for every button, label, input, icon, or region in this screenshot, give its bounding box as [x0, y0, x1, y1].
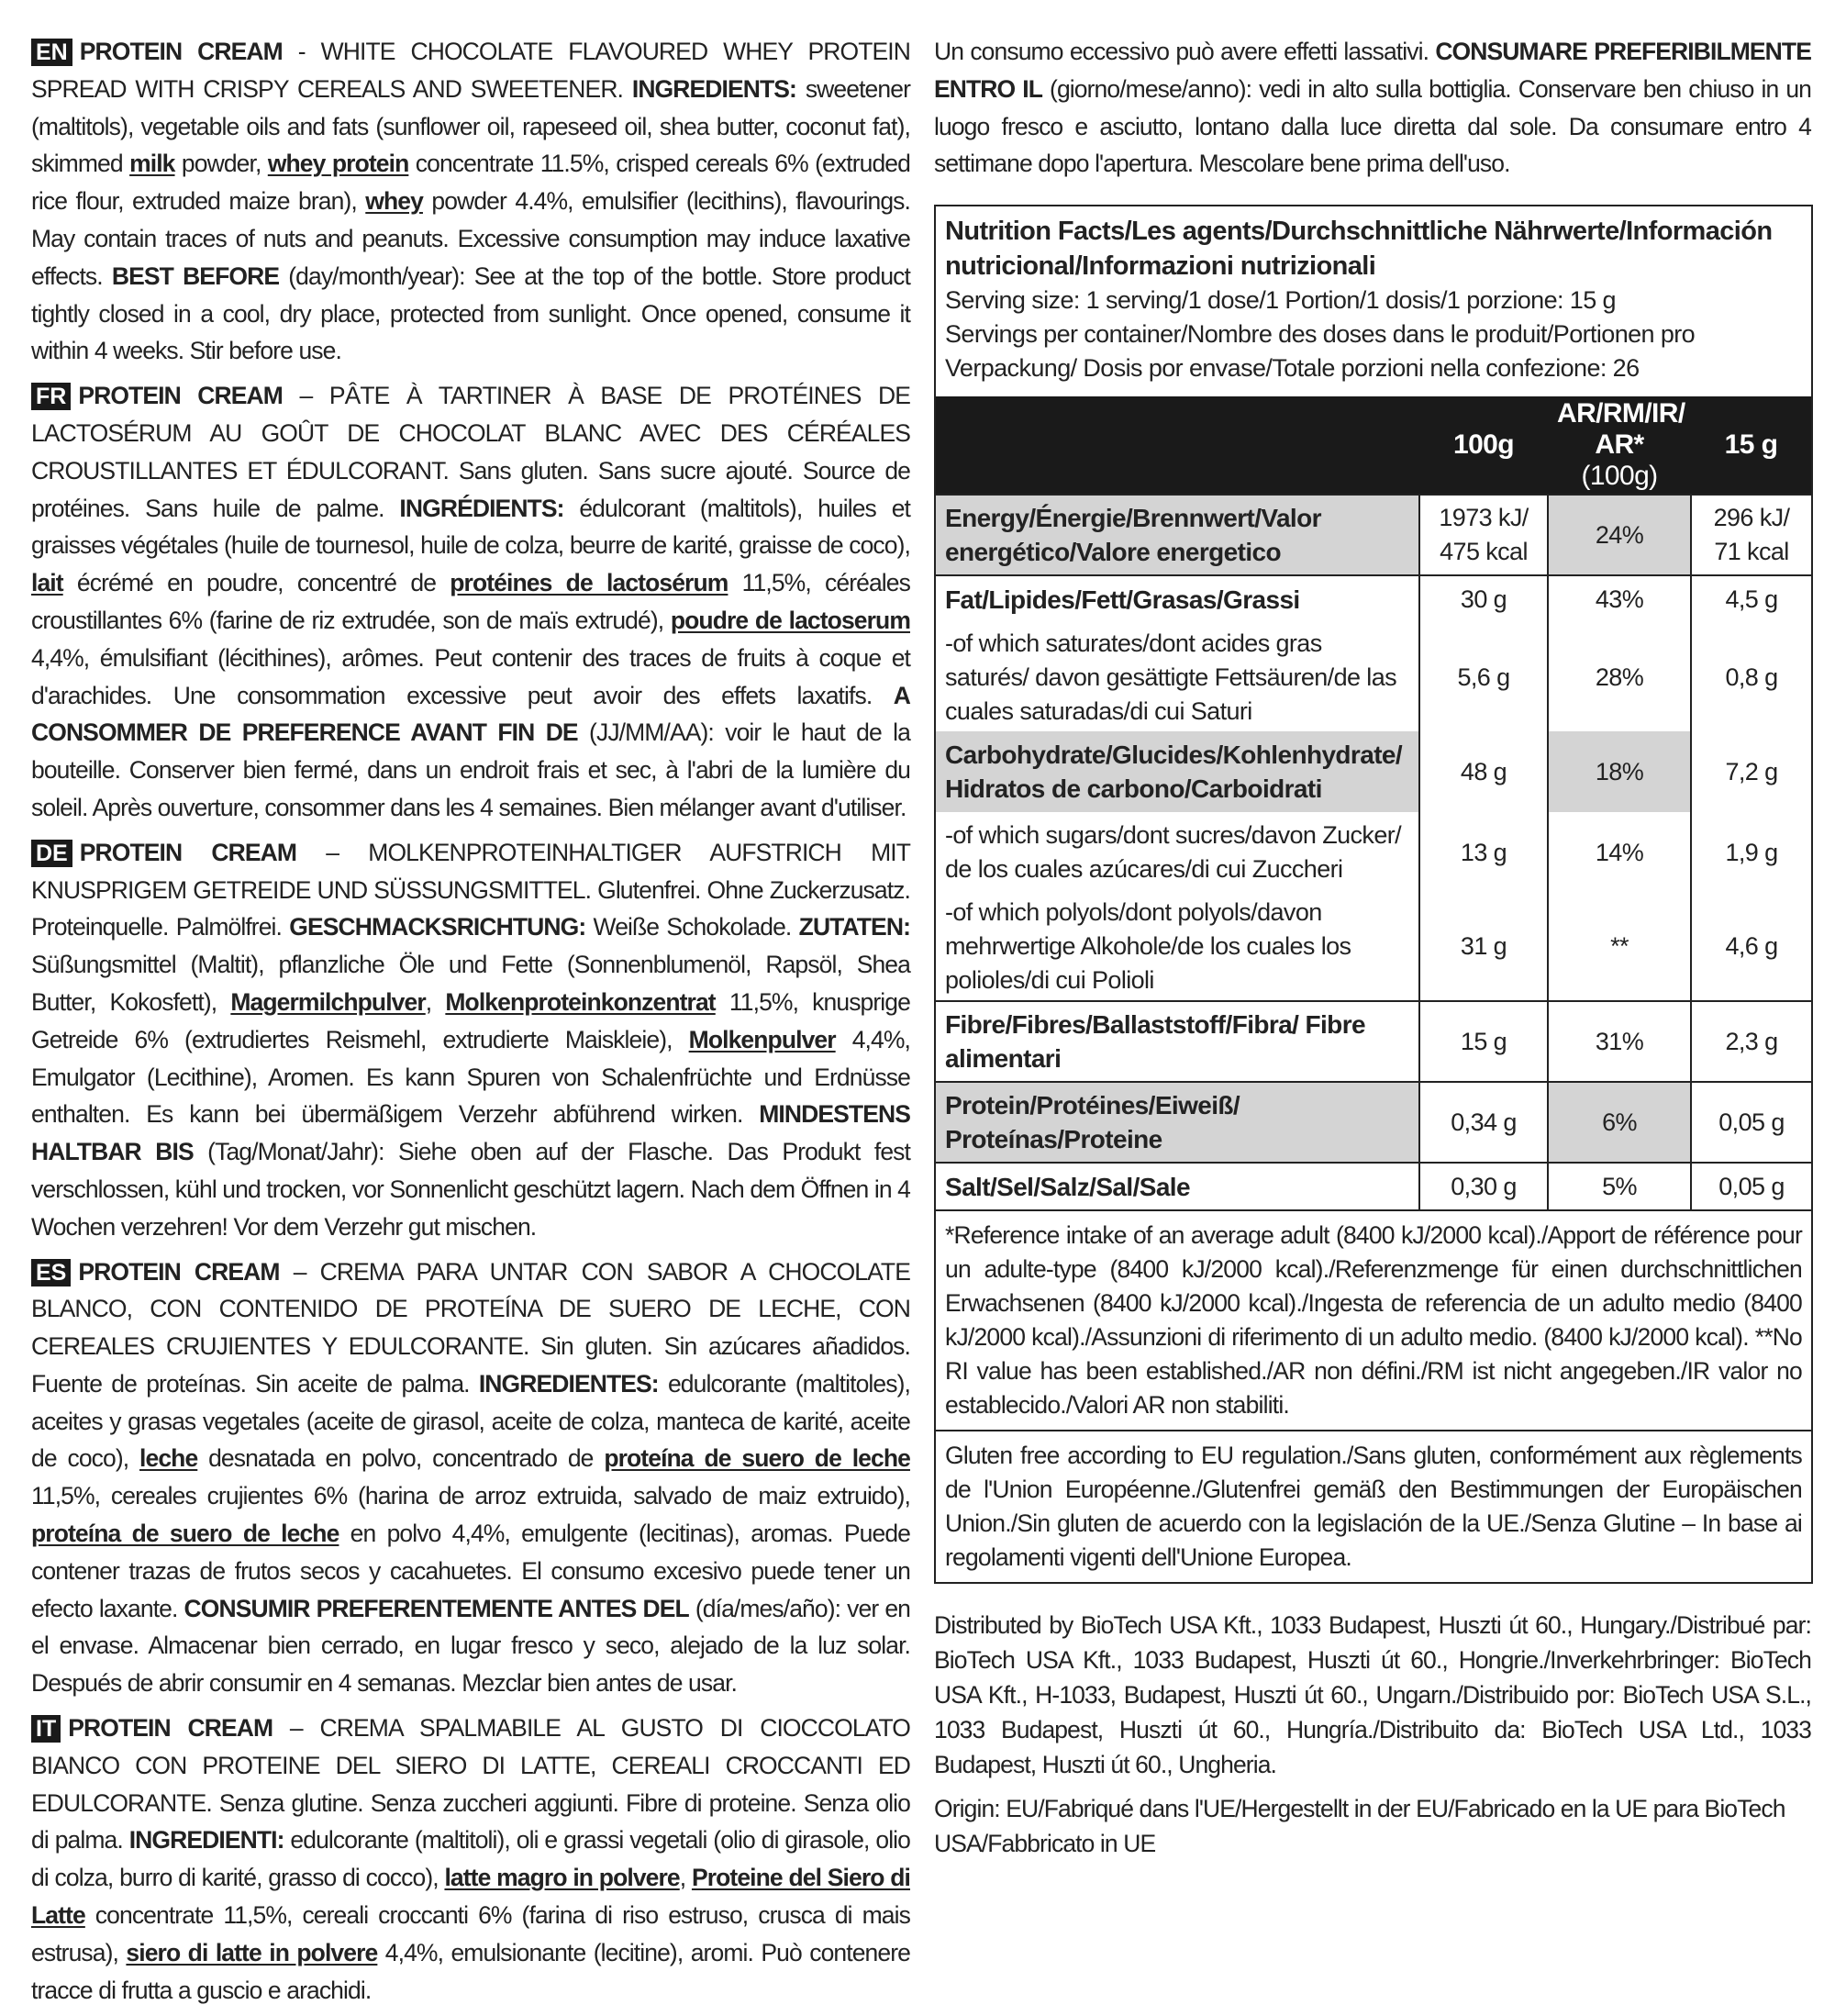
section-es: [31, 1253, 910, 1703]
product-name-fr: PROTEIN CREAM: [78, 382, 283, 410]
text-fr-6: (JJ/MM/AA): voir le haut de la bouteille. Conserver bien fermé, dans un endroit frais et sec, à l'abri de la lumière du soleil. Après ouverture, consommer dans les 4 semaines. Bien mélanger avant d'utiliser.: [31, 718, 910, 821]
section-fr: [31, 377, 910, 827]
text-de-6: (Tag/Monat/Jahr): Siehe oben auf der Flasche. Das Produkt fest verschlossen, kühl und trocken, vor Sonnenlicht geschützt lagern. Nach dem Öffnen in 4 Wochen verzehren! Vor dem Verzehr gut mischen.: [31, 1138, 910, 1241]
ingredients-label-fr: INGRÉDIENTS:: [399, 494, 564, 522]
lang-tag-fr: FR: [31, 383, 71, 410]
nutrition-header-block: [935, 206, 1812, 396]
nutrient-row-carbohydrate: [935, 731, 1812, 812]
value-15g: 4,5 g: [1691, 575, 1812, 623]
servings-per-container: Servings per container/Nombre des doses dans le produit/Portionen pro Verpackung/ Dosis por envase/Totale porzioni nella confezione: 26: [945, 320, 1696, 383]
text-es-1: – CREMA PARA UNTAR CON SABOR A CHOCOLATE BLANCO, CON CONTENIDO DE PROTEÍNA DE SUERO DE LECHE, CON CEREALES CRUJIENTES Y EDULCORANTE. Sin gluten. Sin azúcares añadidos. Fuente de proteínas. Sin aceite de palma.: [31, 1257, 910, 1398]
text-fr-5: 4,4%, émulsifiant (lécithines), arômes. Peut contenir des traces de fruits à coque et d'arachides. Une consommation excessive peut avoir des effets laxatifs.: [31, 643, 910, 709]
value-15g: 1,9 g: [1691, 812, 1812, 893]
intro-text-2: (giorno/mese/anno): vedi in alto sulla bottiglia. Conservare ben chiuso in un luogo fresco e asciutto, lontano dalla luce diretta dal sole. Da consumare entro 4 settimane dopo l'apertura. Mescolare bene prima dell'uso.: [934, 74, 1811, 178]
allergen-fr-3: poudre de lactoserum: [670, 606, 911, 634]
text-es-2: edulcorante (maltitoles), aceites y grasas vegetales (aceite de girasol, aceite de colza, manteca de karité, aceite de coco),: [31, 1369, 910, 1473]
nutrient-name: -of which saturates/dont acides gras saturés/ davon gesättigte Fettsäuren/de las cuales saturadas/di cui Saturi: [945, 629, 1397, 725]
lang-tag-de: DE: [31, 840, 72, 867]
nutrition-column: [934, 33, 1811, 1861]
nutrient-row-saturates: [935, 623, 1812, 731]
value-100g: 0,30 g: [1419, 1163, 1548, 1210]
text-it-2: edulcorante (maltitoli), oli e grassi vegetali (olio di girasole, olio di colza, burro di karité, grasso di cocco),: [31, 1826, 911, 1892]
value-ar: 5%: [1548, 1163, 1691, 1210]
nutrient-row-fibre: [935, 1001, 1812, 1082]
allergen-it-1: latte magro in polvere: [444, 1864, 680, 1892]
nutrient-row-salt: [935, 1163, 1812, 1210]
allergen-de-3: Molkenpulver: [688, 1025, 836, 1053]
value-ar: **: [1610, 932, 1629, 961]
value-15g: 0,05 g: [1691, 1082, 1812, 1163]
text-fr-2: édulcorant (maltitols), huiles et graisses végétales (huile de tournesol, huile de colza, beurre de karité, graisse de coco),: [31, 494, 910, 560]
flavor-label-de: GESCHMACKSRICHTUNG:: [289, 913, 586, 941]
best-before-label-en: BEST BEFORE: [111, 262, 280, 290]
text-es-5: en polvo 4,4%, emulgente (lecitinas), aromas. Puede contener trazas de frutos secos y cacahuetes. El consumo excesivo puede tener un efecto laxante.: [31, 1520, 910, 1622]
nutrient-name: Energy/Énergie/Brennwert/Valor energético/Valore energetico: [935, 495, 1419, 575]
header-ar: AR/RM/IR/ AR* (100g): [1548, 396, 1691, 495]
value-15g: 7,2 g: [1691, 731, 1812, 812]
section-en: [31, 33, 910, 370]
lang-tag-es: ES: [31, 1259, 71, 1286]
text-en-2: sweetener (maltitols), vegetable oils and fats (sunflower oil, rapeseed oil, shea butter, coconut fat), skimmed: [31, 74, 910, 178]
text-en-5: powder 4.4%, emulsifier (lecithins), flavourings. May contain traces of nuts and peanuts. Excessive consumption may induce laxative effects.: [31, 187, 910, 290]
value-15g: 2,3 g: [1691, 1001, 1812, 1082]
text-es-4: 11,5%, cereales crujientes 6% (harina de arroz extruida, salvado de maiz extruido),: [31, 1482, 910, 1510]
value-15g: 0,05 g: [1691, 1163, 1812, 1210]
origin-info: Origin: EU/Fabriqué dans l'UE/Hergestellt in der EU/Fabricado en la UE para BioTech USA/Fabbricato in UE: [934, 1795, 1785, 1858]
text-fr-3: écrémé en poudre, concentré de: [62, 569, 450, 597]
italian-continuation: [934, 33, 1811, 183]
value-ar: 24%: [1548, 495, 1691, 575]
ingredients-label-en: INGREDIENTS:: [631, 74, 796, 103]
lang-tag-en: EN: [31, 39, 72, 66]
allergen-de-1: Magermilchpulver: [230, 987, 426, 1016]
section-it: [31, 1710, 910, 2009]
nutrient-row-sugars: [935, 812, 1812, 893]
nutrient-name: Carbohydrate/Glucides/Kohlenhydrate/ Hidratos de carbono/Carboidrati: [935, 731, 1419, 812]
nutrition-table: [934, 205, 1813, 1584]
header-15g: 15 g: [1691, 396, 1812, 495]
ingredients-column: [31, 33, 910, 2016]
ingredients-label-it: INGREDIENTI:: [128, 1826, 284, 1854]
intro-text-1: Un consumo eccessivo può avere effetti lassativi.: [934, 38, 1436, 65]
text-de-1b: Weiße Schokolade.: [585, 913, 799, 941]
nutrition-title: Nutrition Facts/Les agents/Durchschnittliche Nährwerte/Información nutricional/Informazioni nutrizionali: [945, 217, 1773, 282]
best-before-label-de: MINDESTENS HALTBAR BIS: [31, 1100, 910, 1166]
nutrient-name: Protein/Protéines/Eiweiß/ Proteínas/Proteine: [935, 1082, 1419, 1163]
text-es-3: desnatada en polvo, concentrado de: [197, 1444, 605, 1473]
value-ar: 43%: [1548, 575, 1691, 623]
text-es-6: (día/mes/año): ver en el envase. Almacenar bien cerrado, en lugar fresco y seco, alejado de la luz solar. Después de abrir consumir en 4 semanas. Mezclar bien antes de usar.: [31, 1594, 910, 1698]
value-100g: 5,6 g: [1419, 623, 1548, 731]
reference-intake-note: *Reference intake of an average adult (8400 kJ/2000 kcal)./Apport de référence pour un adulte-type (8400 kJ/2000 kcal)./Referenzmenge für einen durchschnittlichen Erwachsenen (8400 kJ/2000 kcal)./Ingesta de referencia de un adulto medio (8400 kJ/2000 kcal)./Assunzioni di riferimento di un adulto medio. (8400 kJ/2000 kcal). **No RI value has been established./AR non défini./RM ist nicht angegeben./IR valor no establecido./Valori AR non stabiliti.: [935, 1210, 1812, 1431]
text-en-3: powder,: [174, 150, 268, 178]
allergen-it-3: siero di latte in polvere: [126, 1938, 378, 1966]
product-name-de: PROTEIN CREAM: [79, 838, 297, 866]
nutrient-name: -of which sugars/dont sucres/davon Zucker/ de los cuales azúcares/di cui Zuccheri: [945, 821, 1402, 884]
text-it-4: concentrate 11,5%, cereali croccanti 6% (farina di riso estruso, crusca di mais estrusa),: [31, 1901, 910, 1966]
nutrient-name: Fat/Lipides/Fett/Grasas/Grassi: [935, 575, 1419, 623]
text-en-1: - WHITE CHOCOLATE FLAVOURED WHEY PROTEIN SPREAD WITH CRISPY CEREALS AND SWEETENER.: [31, 38, 910, 103]
allergen-fr-2: protéines de lactosérum: [450, 569, 728, 597]
ingredients-label-es: INGREDIENTES:: [478, 1369, 659, 1398]
nutrient-row-fat: [935, 575, 1812, 623]
best-before-label-it: CONSUMARE PREFERIBILMENTE ENTRO IL: [934, 38, 1811, 103]
value-100g: 48 g: [1419, 731, 1548, 812]
allergen-en-3: whey: [365, 187, 423, 216]
text-de-4: 11,5%, knusprige Getreide 6% (extrudiertes Reismehl, extrudierte Maiskleie),: [31, 987, 910, 1053]
header-blank: [935, 396, 1419, 495]
text-de-3: ,: [425, 987, 446, 1016]
product-name-en: PROTEIN CREAM: [79, 38, 283, 65]
allergen-es-1: leche: [139, 1444, 198, 1473]
text-fr-4: 11,5%, céréales croustillantes 6% (farine de riz extrudée, son de maïs extrudé),: [31, 569, 910, 634]
value-100g: 31 g: [1419, 893, 1548, 1001]
value-ar: 28%: [1595, 663, 1644, 691]
nutrient-row-polyols: [935, 893, 1812, 1001]
allergen-fr-1: lait: [31, 569, 63, 597]
value-ar: 6%: [1548, 1082, 1691, 1163]
product-name-es: PROTEIN CREAM: [78, 1257, 280, 1286]
serving-size: Serving size: 1 serving/1 dose/1 Portion/1 dosis/1 porzione: 15 g: [945, 286, 1616, 315]
value-15g: 0,8 g: [1691, 623, 1812, 731]
value-15g: 296 kJ/ 71 kcal: [1691, 495, 1812, 575]
nutrient-row-protein: [935, 1082, 1812, 1163]
distributor-info: Distributed by BioTech USA Kft., 1033 Budapest, Huszti út 60., Hungary./Distribué par: BioTech USA Kft., 1033 Budapest, Huszti út 60., Hongrie./Inverkehrbringer: BioTech USA Kft., H-1033, Budapest, Huszti út 60., Ungarn./Distribuido por: BioTech USA S.L., 1033 Budapest, Huszti út 60., Hungría./Distribuito da: BioTech USA Ltd., 1033 Budapest, Huszti út 60., Ungheria.: [934, 1611, 1811, 1779]
text-it-1: – CREMA SPALMABILE AL GUSTO DI CIOCCOLATO BIANCO CON PROTEINE DEL SIERO DI LATTE, CEREALI CROCCANTI ED EDULCORANTE. Senza glutine. Senza zuccheri aggiunti. Fibre di proteine. Senza olio di palma.: [31, 1714, 910, 1854]
product-name-it: PROTEIN CREAM: [68, 1714, 273, 1743]
ingredients-label-de: ZUTATEN:: [798, 913, 910, 941]
allergen-en-1: milk: [129, 150, 175, 178]
column-header-row: [935, 396, 1812, 495]
value-15g: 4,6 g: [1691, 893, 1812, 1001]
allergen-de-2: Molkenproteinkonzentrat: [445, 987, 716, 1016]
text-de-5: 4,4%, Emulgator (Lecithine), Aromen. Es kann Spuren von Schalenfrüchte und Erdnüsse enthalten. Es kann bei übermäßigem Verzehr abführend wirken.: [31, 1025, 910, 1129]
section-de: [31, 834, 910, 1246]
header-100g: 100g: [1419, 396, 1548, 495]
gluten-free-note: Gluten free according to EU regulation./Sans gluten, conformément aux règlements de l'Union Européenne./Glutenfrei gemäß den Bestimmungen der Europäischen Union./Sin gluten de acuerdo con la legislación de la UE./Senza Glutine – In base ai regolamenti vigenti dell'Unione Europea.: [935, 1431, 1812, 1583]
nutrient-name: Fibre/Fibres/Ballaststoff/Fibra/ Fibre alimentari: [935, 1001, 1419, 1082]
allergen-it-2: Proteine del Siero di Latte: [31, 1864, 910, 1930]
value-ar: 14%: [1595, 838, 1644, 866]
text-de-1: – MOLKENPROTEINHALTIGER AUFSTRICH MIT KNUSPRIGEM GETREIDE UND SÜSSUNGSMITTEL. Glutenfrei. Ohne Zuckerzusatz. Proteinquelle. Palmölfrei.: [31, 838, 910, 941]
text-en-6: (day/month/year): See at the top of the bottle. Store product tightly closed in a cool, dry place, protected from sunlight. Once opened, consume it within 4 weeks. Stir before use.: [31, 262, 910, 365]
best-before-label-es: CONSUMIR PREFERENTEMENTE ANTES DEL: [184, 1594, 689, 1622]
nutrient-name: Salt/Sel/Salz/Sal/Sale: [935, 1163, 1419, 1210]
lang-tag-it: IT: [31, 1715, 61, 1743]
allergen-es-2: proteína de suero de leche: [604, 1444, 910, 1473]
nutrient-row-energy: [935, 495, 1812, 575]
text-fr-1: – PÂTE À TARTINER À BASE DE PROTÉINES DE LACTOSÉRUM AU GOÛT DE CHOCOLAT BLANC AVEC DES CÉRÉALES CROUSTILLANTES ET ÉDULCORANT. Sans gluten. Sans sucre ajouté. Source de protéines. Sans huile de palme.: [31, 382, 910, 522]
value-100g: 1973 kJ/ 475 kcal: [1419, 495, 1548, 575]
text-de-2: Süßungsmittel (Maltit), pflanzliche Öle und Fette (Sonnenblumenöl, Rapsöl, Shea Butter, Kokosfett),: [31, 951, 910, 1016]
value-ar: 31%: [1548, 1001, 1691, 1082]
value-100g: 0,34 g: [1419, 1082, 1548, 1163]
allergen-en-2: whey protein: [267, 150, 409, 178]
text-it-5: 4,4%, emulsionante (lecitine), aromi. Può contenere tracce di frutta a guscio e arachidi.: [31, 1938, 910, 2004]
nutrient-name: -of which polyols/dont polyols/davon mehrwertige Alkohole/de los cuales los polioles/di cui Polioli: [945, 898, 1351, 995]
value-100g: 15 g: [1419, 1001, 1548, 1082]
value-100g: 30 g: [1419, 575, 1548, 623]
text-en-4: concentrate 11.5%, crisped cereals 6% (extruded rice flour, extruded maize bran),: [31, 150, 910, 216]
text-it-3: ,: [679, 1864, 692, 1892]
allergen-es-3: proteína de suero de leche: [31, 1520, 339, 1548]
best-before-label-fr: A CONSOMMER DE PREFERENCE AVANT FIN DE: [31, 681, 910, 747]
value-100g: 13 g: [1419, 812, 1548, 893]
value-ar: 18%: [1548, 731, 1691, 812]
